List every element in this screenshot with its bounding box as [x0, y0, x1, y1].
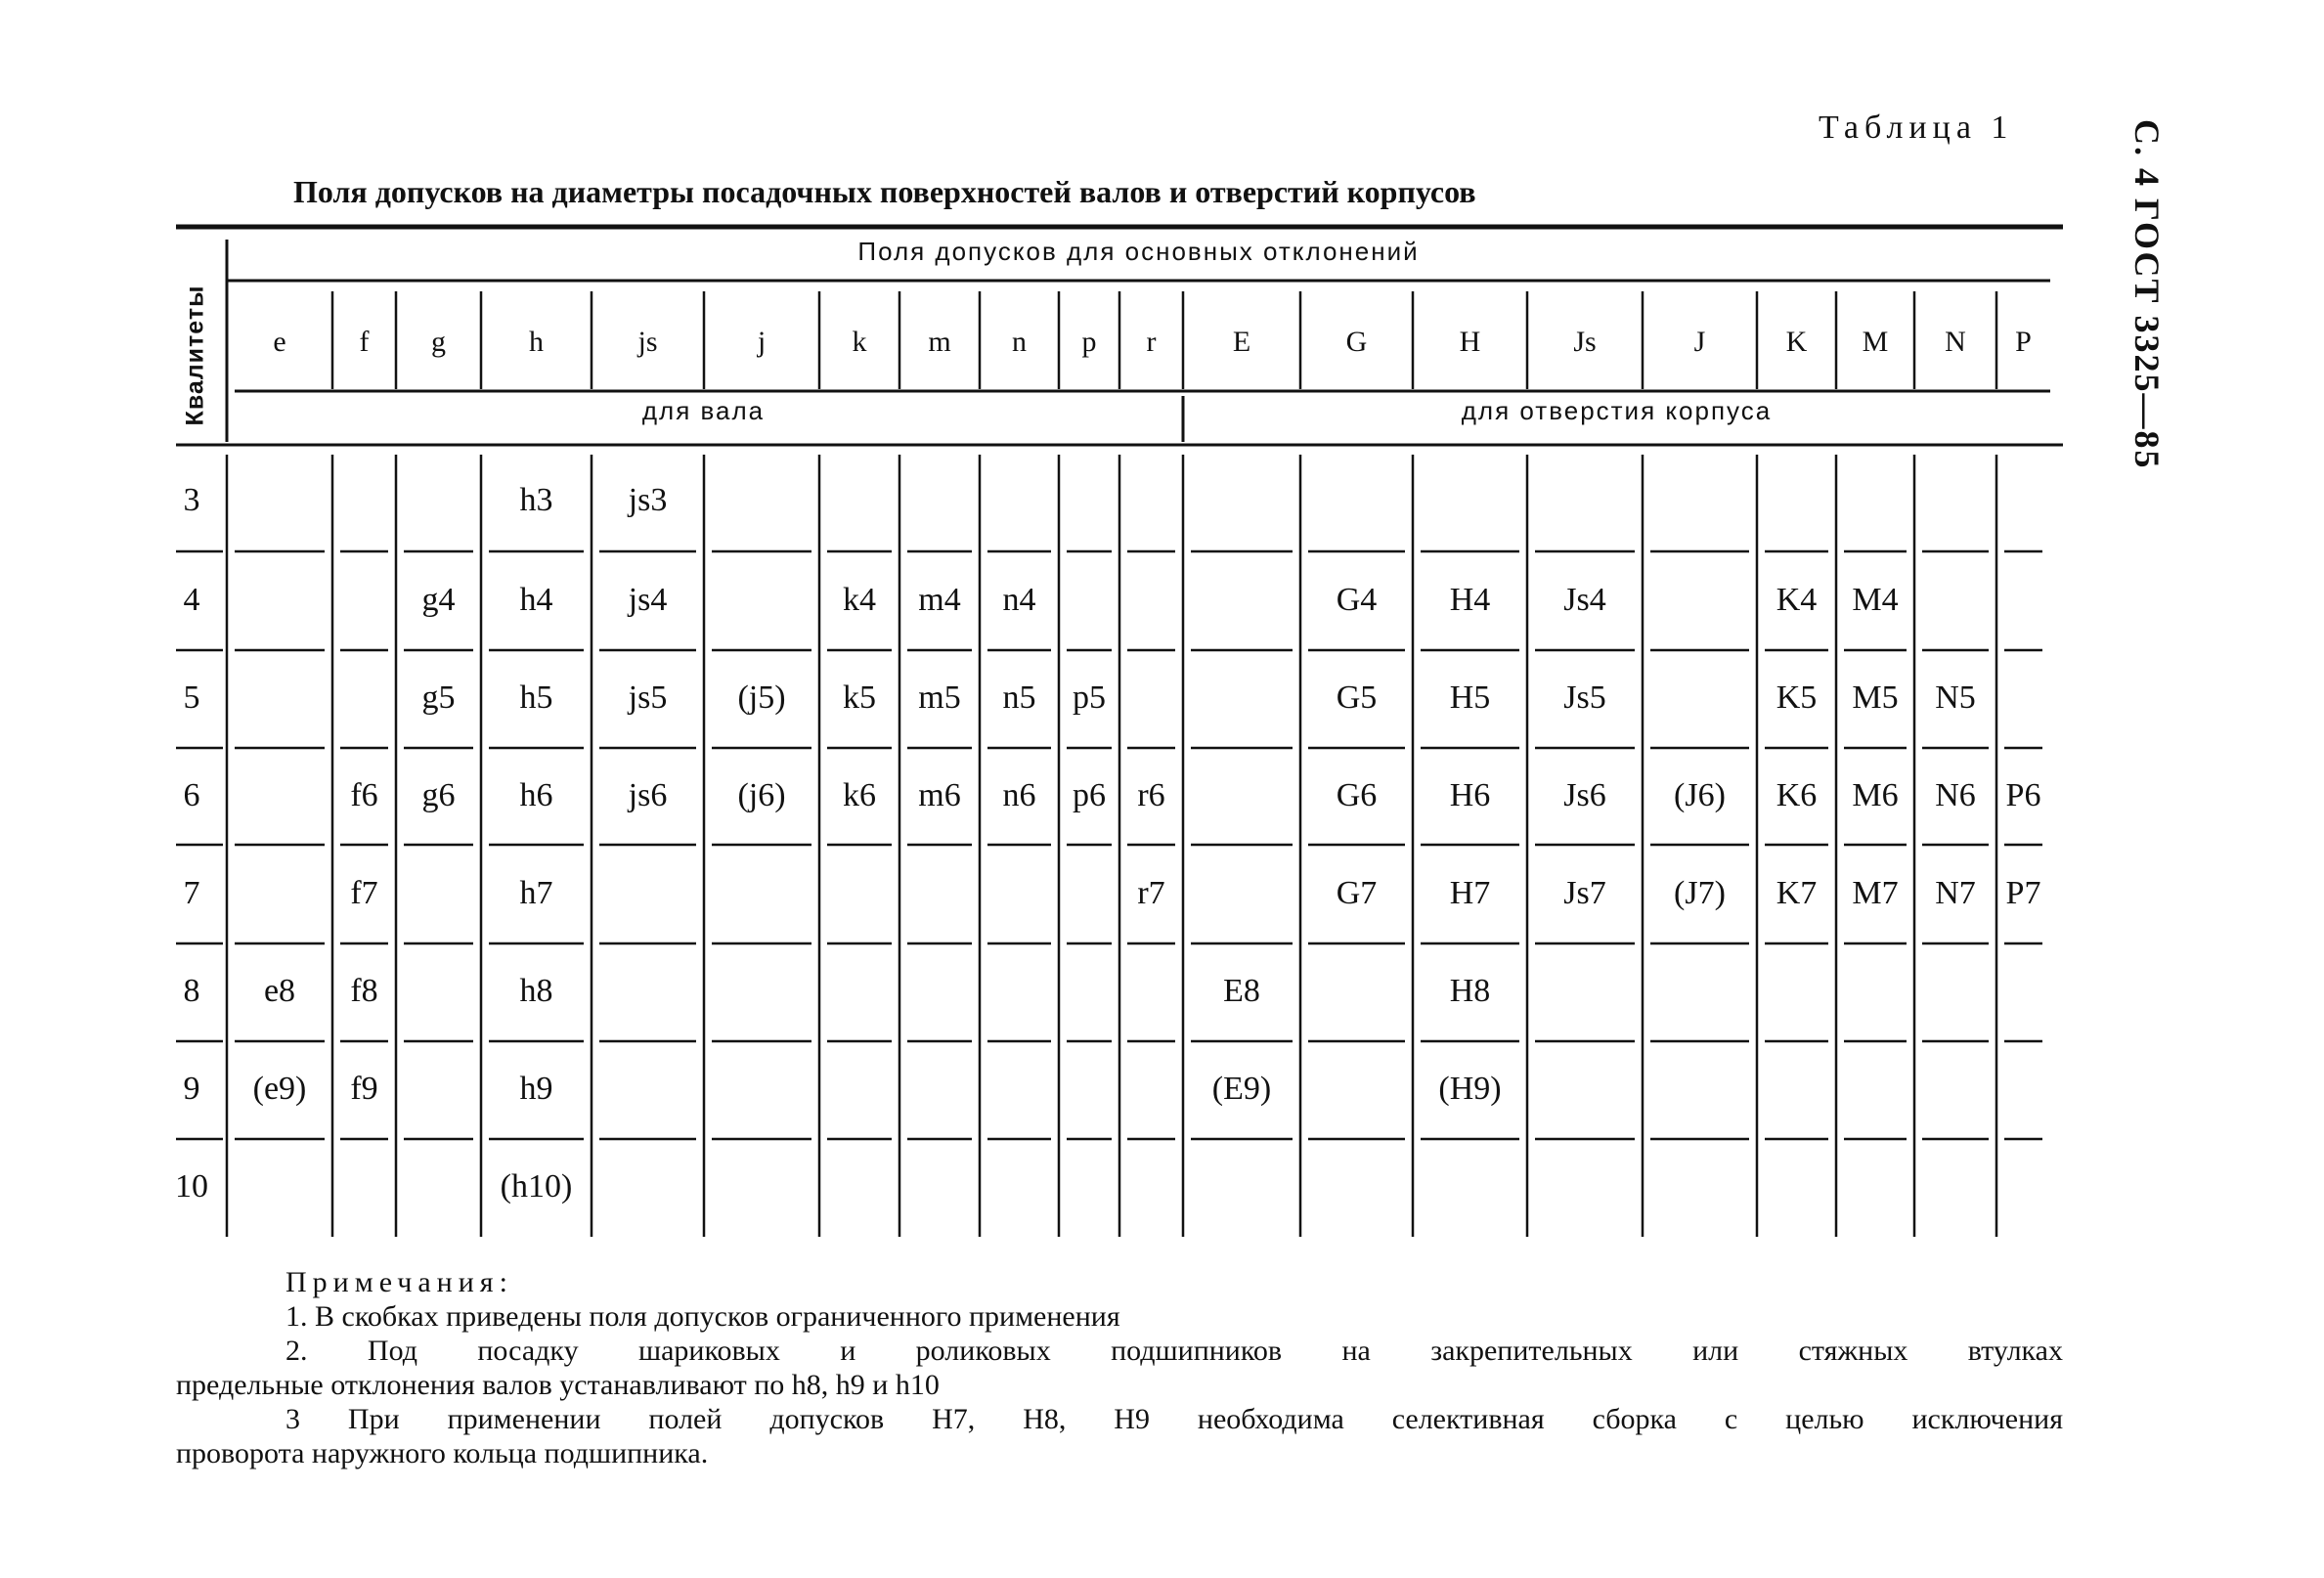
column-header-j: J — [1693, 326, 1706, 358]
tolerance-cell: js6 — [628, 776, 668, 813]
tolerance-cell: h4 — [519, 581, 553, 618]
tolerance-cell: n4 — [1002, 581, 1036, 618]
qualitet-label: 6 — [183, 776, 200, 813]
column-header-js: js — [637, 326, 658, 358]
column-header-n: N — [1945, 326, 1966, 358]
tolerance-cell: g5 — [421, 679, 456, 716]
qualitet-label: 3 — [183, 482, 200, 518]
tolerance-cell: H4 — [1449, 581, 1491, 618]
tolerance-cell: k4 — [843, 581, 876, 618]
tolerance-cell: (j6) — [737, 776, 786, 813]
qualitet-label: 10 — [175, 1168, 208, 1205]
tolerance-cell: g6 — [421, 776, 456, 813]
tolerance-cell: Js7 — [1563, 874, 1606, 911]
tolerance-cell: Js6 — [1563, 776, 1606, 813]
tolerance-cell: K5 — [1776, 679, 1818, 716]
tolerance-cell: (e9) — [252, 1071, 307, 1107]
tolerance-cell: h6 — [519, 776, 553, 813]
column-header-p: p — [1081, 326, 1097, 358]
tolerance-cell: k6 — [843, 776, 876, 813]
tolerance-cell: f7 — [350, 874, 378, 911]
tolerance-cell: n5 — [1002, 679, 1036, 716]
tolerance-cell: p5 — [1073, 679, 1106, 716]
tolerance-cell: m4 — [918, 581, 961, 618]
tolerance-cell: N6 — [1935, 776, 1976, 813]
tolerance-cell: js5 — [628, 679, 668, 716]
tolerance-cell: K4 — [1776, 581, 1818, 618]
tolerance-cell: h5 — [519, 679, 553, 716]
tolerance-cell: m6 — [918, 776, 961, 813]
tolerance-cell: H5 — [1449, 679, 1491, 716]
tolerance-cell: h7 — [519, 874, 553, 911]
tolerance-cell: h9 — [519, 1071, 553, 1107]
qualitet-label: 8 — [183, 973, 200, 1009]
table-label: Таблица 1 — [1819, 110, 2014, 146]
column-header-m: m — [928, 326, 951, 358]
column-header-js: Js — [1573, 326, 1597, 358]
column-header-h: H — [1459, 326, 1481, 358]
tolerance-cell: N5 — [1935, 679, 1976, 716]
tolerance-cell: Js4 — [1563, 581, 1606, 618]
tolerance-cell: js4 — [628, 581, 668, 618]
tolerance-cell: n6 — [1002, 776, 1036, 813]
tolerance-cell: P6 — [2005, 776, 2041, 813]
tolerance-cell: (j5) — [737, 679, 786, 716]
note-3-line-1: 3 При применении полей допусков H7, H8, H9 необходима селективная сборка с целью исключения — [285, 1403, 2063, 1435]
tolerance-cell: r6 — [1137, 776, 1165, 813]
tolerance-cell: K6 — [1776, 776, 1818, 813]
tolerance-cell: M5 — [1852, 679, 1899, 716]
tolerance-cell: (J7) — [1674, 874, 1726, 911]
column-header-p: P — [2015, 326, 2032, 358]
column-header-k: k — [852, 326, 867, 358]
tolerance-cell: (E9) — [1211, 1071, 1272, 1107]
tolerance-cell: (h10) — [500, 1168, 573, 1205]
tolerance-cell: Js5 — [1563, 679, 1606, 716]
page-side-label: С. 4 ГОСТ 3325—85 — [2127, 119, 2167, 470]
tolerance-cell: N7 — [1935, 874, 1976, 911]
tolerance-cell: f6 — [350, 776, 378, 813]
tolerance-cell: G5 — [1336, 679, 1378, 716]
tolerance-cell: M4 — [1852, 581, 1899, 618]
notes-title: Примечания: — [285, 1266, 513, 1298]
tolerance-cell: (H9) — [1438, 1071, 1502, 1107]
tolerance-cell: G7 — [1336, 874, 1378, 911]
tolerance-cell: e8 — [263, 973, 296, 1009]
header-qualitets — [174, 285, 217, 425]
tolerance-cell: (J6) — [1674, 776, 1726, 813]
tolerance-cell: G6 — [1336, 776, 1378, 813]
tolerance-cell: m5 — [918, 679, 961, 716]
tolerance-cell: K7 — [1776, 874, 1818, 911]
tolerance-cell: r7 — [1137, 874, 1165, 911]
tolerance-cell: f9 — [350, 1071, 378, 1107]
tolerance-cell: H7 — [1449, 874, 1491, 911]
tolerance-cell: p6 — [1073, 776, 1106, 813]
tolerance-cell: H6 — [1449, 776, 1491, 813]
qualitet-label: 7 — [183, 874, 200, 911]
column-header-e: E — [1232, 326, 1251, 358]
note-3-line-2: проворота наружного кольца подшипника. — [176, 1437, 709, 1469]
column-header-r: r — [1146, 326, 1157, 358]
tolerance-cell: g4 — [421, 581, 456, 618]
tolerance-cell: k5 — [843, 679, 876, 716]
qualitet-label: 5 — [183, 679, 200, 716]
tolerance-cell: M7 — [1852, 874, 1899, 911]
column-header-h: h — [529, 326, 544, 358]
qualitet-label: 4 — [183, 581, 200, 618]
column-header-m: M — [1862, 326, 1889, 358]
tolerance-cell: h3 — [519, 482, 553, 518]
header-top-label: Поля допусков для основных отклонений — [857, 237, 1420, 266]
table-title: Поля допусков на диаметры посадочных поверхностей валов и отверстий корпусов — [293, 174, 1476, 209]
header-qualitets-text: Квалитеты — [181, 285, 209, 425]
qualitet-label: 9 — [183, 1071, 200, 1107]
column-header-g: g — [431, 326, 446, 358]
tolerance-cell: G4 — [1336, 581, 1378, 618]
tolerance-cell: h8 — [519, 973, 553, 1009]
column-header-e: e — [273, 326, 286, 358]
tolerance-cell: P7 — [2005, 874, 2041, 911]
tolerance-cell: M6 — [1852, 776, 1899, 813]
column-header-f: f — [359, 326, 370, 358]
column-header-k: K — [1785, 326, 1808, 358]
column-header-j: j — [757, 326, 767, 358]
notes-block — [176, 1265, 2063, 1470]
header-shaft-group: для вала — [641, 396, 766, 425]
column-header-n: n — [1012, 326, 1027, 358]
header-housing-group: для отверстия корпуса — [1461, 396, 1773, 425]
note-2-line-1: 2. Под посадку шариковых и роликовых подшипников на закрепительных или стяжных втулках — [285, 1335, 2063, 1367]
tolerance-cell: js3 — [628, 482, 668, 518]
note-1: 1. В скобках приведены поля допусков ограниченного применения — [285, 1300, 1120, 1333]
tolerance-cell: H8 — [1449, 973, 1491, 1009]
note-2-line-2: предельные отклонения валов устанавливают по h8, h9 и h10 — [176, 1369, 940, 1401]
column-header-g: G — [1345, 326, 1368, 358]
tolerance-cell: E8 — [1223, 973, 1260, 1009]
tolerance-cell: f8 — [350, 973, 378, 1009]
